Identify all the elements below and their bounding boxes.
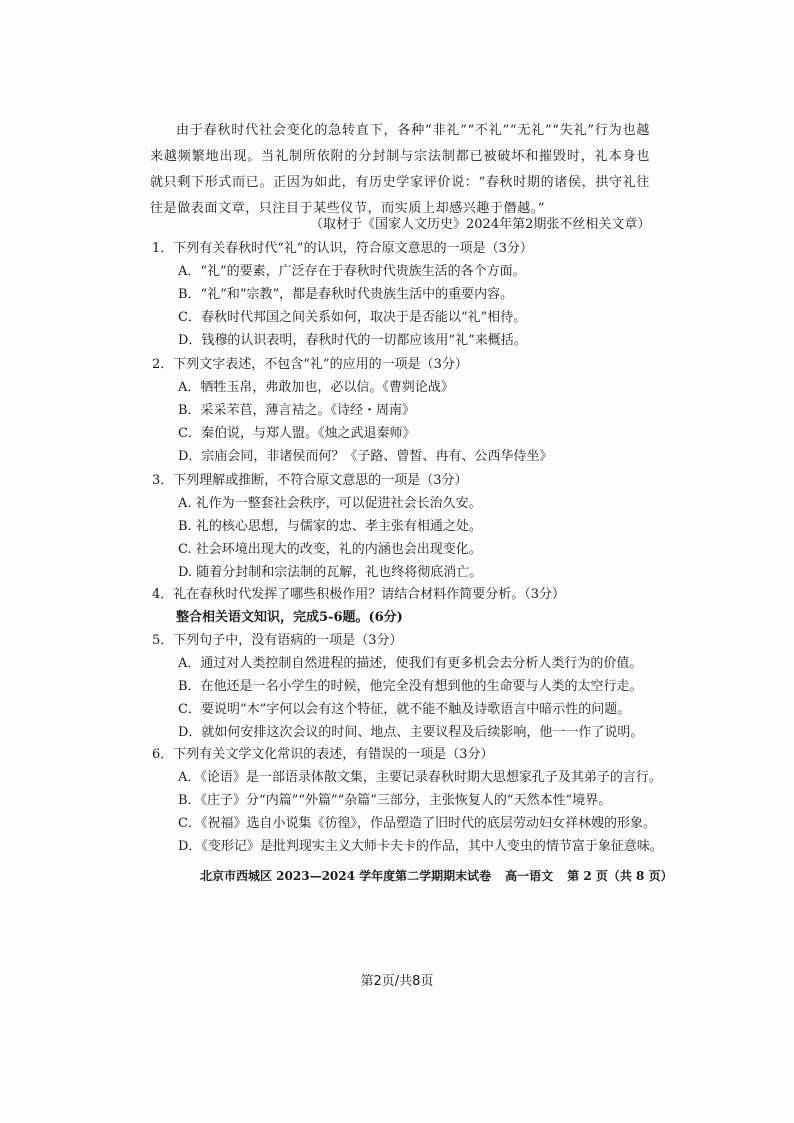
option-a: A. 礼作为一整套社会秩序，可以促进社会长治久安。 — [178, 496, 482, 511]
section-heading-text: 整合相关语文知识，完成5-6题。(6分) — [176, 610, 403, 625]
option-b: B．在他还是一名小学生的时候，他完全没有想到他的生命要与人类的太空行走。 — [178, 679, 643, 694]
question-2 — [152, 354, 672, 468]
option-b: B．《庄子》分“内篇”“外篇”“杂篇”三部分，主张恢复人的“天然本性”境界。 — [178, 793, 612, 808]
option-a: A．《论语》是一部语录体散文集，主要记录春秋时期大思想家孔子及其弟子的言行。 — [178, 770, 662, 785]
option-d: D．钱穆的认识表明，春秋时代的一切都应该用“礼”来概括。 — [178, 333, 527, 348]
option-b: B. 礼的核心思想，与儒家的忠、孝主张有相通之处。 — [178, 519, 482, 534]
question-stem: 6．下列有关文学文化常识的表述，有错误的一项是（3分） — [152, 747, 494, 762]
footer-subject: 高一语文 — [505, 869, 554, 883]
option-a: A．牺牲玉帛，弗敢加也，必以信。《曹刿论战》 — [178, 380, 454, 395]
option-a: A．通过对人类控制自然进程的描述，使我们有更多机会去分析人类行为的价值。 — [178, 656, 643, 671]
question-4 — [152, 584, 672, 606]
option-c: C．要说明“木”字何以会有这个特征，就不能不触及诗歌语言中暗示性的问题。 — [178, 702, 631, 717]
passage-paragraph: 由于春秋时代社会变化的急转直下，各种“非礼”“不礼”“无礼”“失礼”行为也越来越频繁地出现。当礼制所依附的分封制与宗法制都已被破坏和摧毁时，礼本身也就只剩下形式而已。正因为如此，有历史学家评价说：“春秋时期的诸侯，拱守礼往往是做表面文章，只注目于某些仪节，而实质上却感兴趣于僭越。” — [150, 123, 650, 216]
question-stem: 1．下列有关春秋时代“礼”的认识，符合原文意思的一项是（3分） — [152, 241, 533, 256]
exam-footer — [200, 867, 673, 884]
question-3 — [152, 470, 672, 584]
question-stem: 4．礼在春秋时代发挥了哪些积极作用？请结合材料作简要分析。（3分） — [152, 587, 566, 602]
option-d: D．就如何安排这次会议的时间、地点、主要议程及后续影响，他一一作了说明。 — [178, 725, 644, 740]
option-c: C．秦伯说，与郑人盟。《烛之武退秦师》 — [178, 426, 416, 441]
option-c: C．春秋时代邦国之间关系如何，取决于是否能以“礼”相待。 — [178, 310, 527, 325]
option-d: D．宗庙会同，非诸侯而何？《子路、曾皙、冉有、公西华侍坐》 — [178, 449, 553, 464]
footer-page: 第 2 页（共 8 页） — [567, 869, 673, 883]
reading-passage — [150, 118, 650, 222]
passage-source: （取材于《国家人文历史》2024年第2期张不丝相关文章） — [310, 217, 651, 232]
option-c: C. 社会环境出现大的改变，礼的内涵也会出现变化。 — [178, 542, 482, 557]
option-d: D．《变形记》是批判现实主义大师卡夫卡的作品，其中人变虫的情节富于象征意味。 — [178, 839, 663, 854]
option-b: B．“礼”和“宗教”，都是春秋时代贵族生活中的重要内容。 — [178, 287, 514, 302]
question-5 — [152, 630, 672, 744]
option-c: C．《祝福》选自小说集《彷徨》，作品塑造了旧时代的底层劳动妇女祥林嫂的形象。 — [178, 816, 656, 831]
page-indicator: 第2页/共8页 — [360, 974, 434, 989]
question-6 — [152, 744, 672, 858]
question-stem: 2．下列文字表述，不包含“礼”的应用的一项是（3分） — [152, 357, 468, 372]
question-stem: 5．下列句子中，没有语病的一项是（3分） — [152, 633, 403, 648]
footer-exam-name: 北京市西城区 2023—2024 学年度第二学期期末试卷 — [200, 869, 492, 883]
question-stem: 3．下列理解或推断，不符合原文意思的一项是（3分） — [152, 473, 468, 488]
option-d: D. 随着分封制和宗法制的瓦解，礼也终将彻底消亡。 — [178, 565, 483, 580]
option-a: A．“礼”的要素，广泛存在于春秋时代贵族生活的各个方面。 — [178, 264, 526, 279]
question-1 — [152, 238, 672, 352]
section-heading — [152, 607, 672, 629]
option-b: B．采采芣苢，薄言袺之。《诗经・周南》 — [178, 403, 416, 418]
